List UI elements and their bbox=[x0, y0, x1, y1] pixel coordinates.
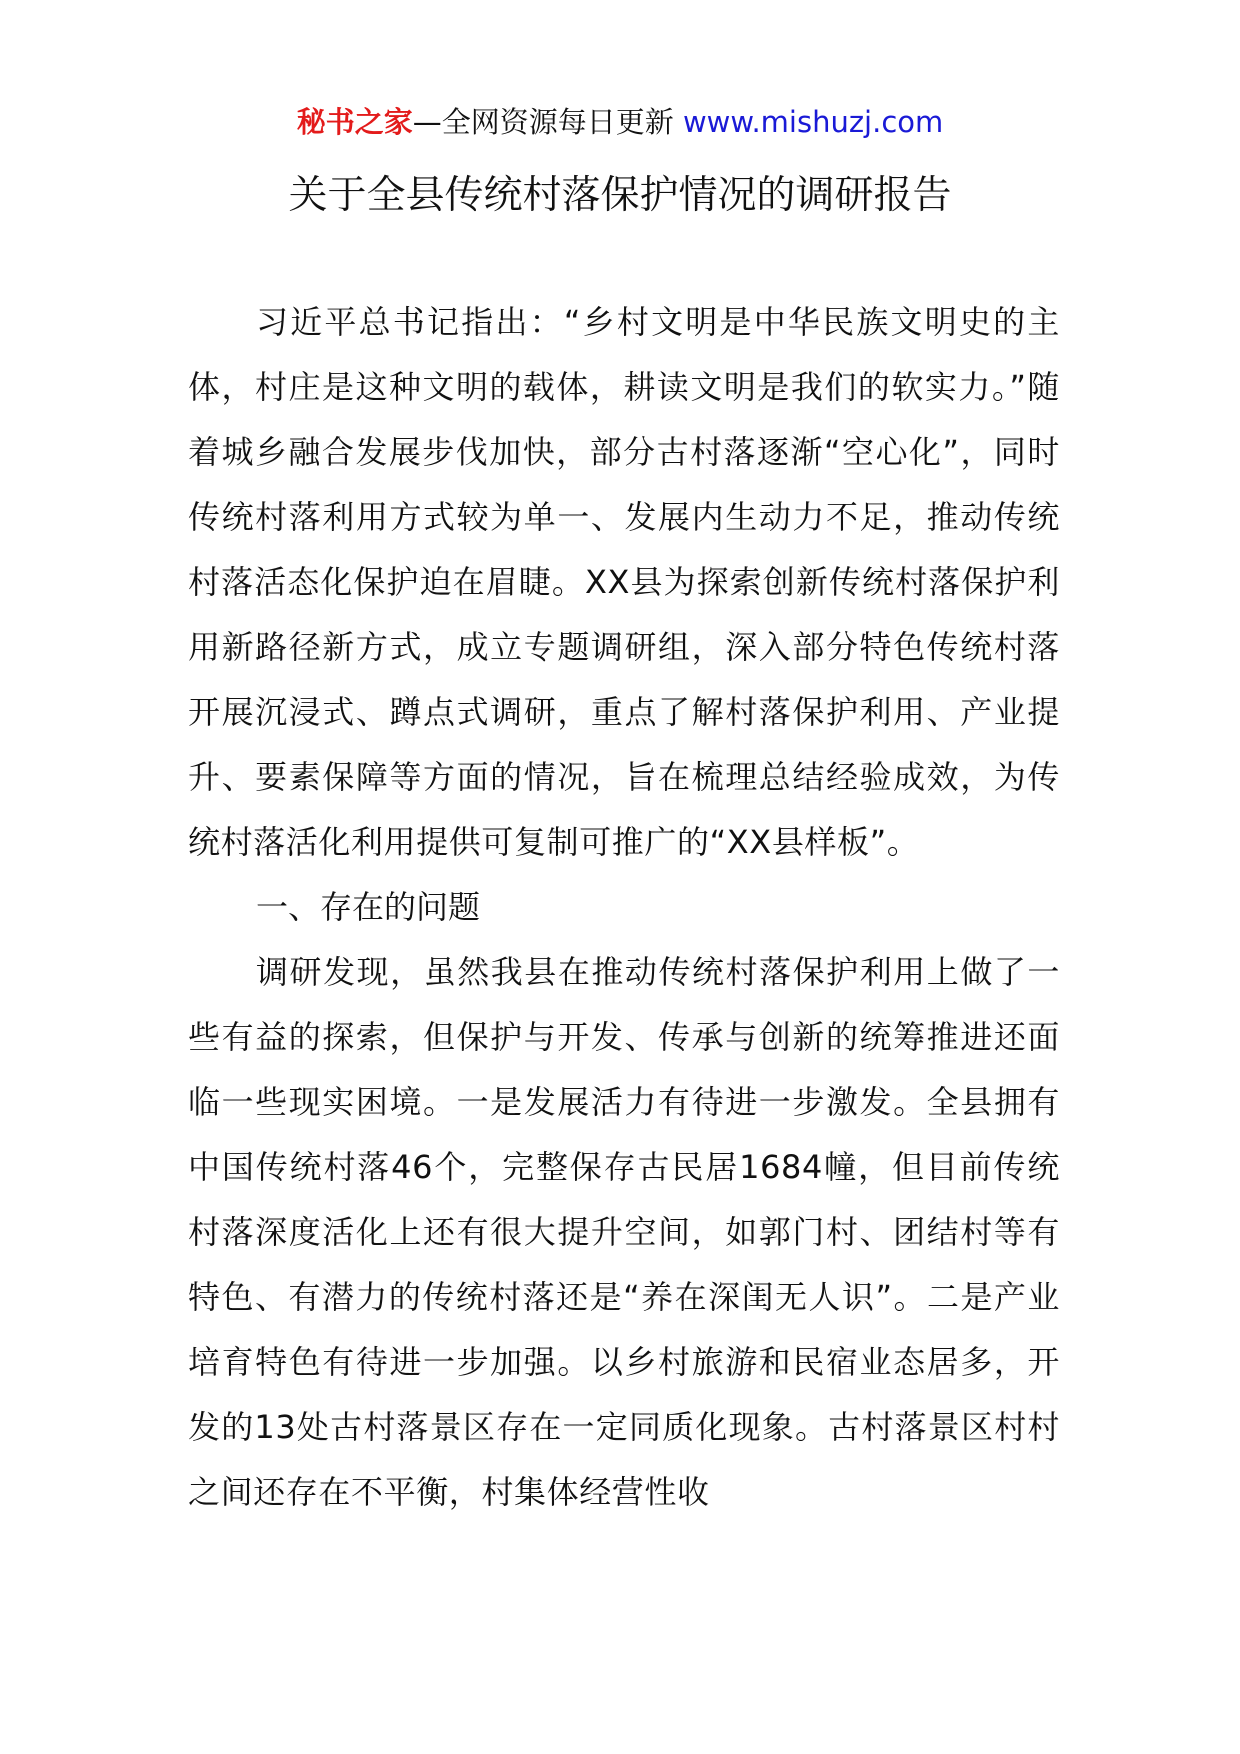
paragraph-intro: 习近平总书记指出：“乡村文明是中华民族文明史的主体，村庄是这种文明的载体，耕读文明是我们的软实力。”随着城乡融合发展步伐加快，部分古村落逐渐“空心化”，同时传统村落利用方式较为单一、发展内生动力不足，推动传统村落活态化保护迫在眉睫。XX县为探索创新传统村落保护利用新路径新方式，成立专题调研组，深入部分特色传统村落开展沉浸式、蹲点式调研，重点了解村落保护利用、产业提升、要素保障等方面的情况，旨在梳理总结经验成效，为传统村落活化利用提供可复制可推广的“XX县样板”。 bbox=[188, 303, 1060, 861]
brand-name[interactable]: 秘书之家 bbox=[296, 105, 413, 139]
site-url-link[interactable]: www.mishuzj.com bbox=[682, 105, 944, 139]
document-title: 关于全县传统村落保护情况的调研报告 bbox=[288, 173, 952, 218]
site-header bbox=[0, 100, 1240, 144]
section-heading-problems: 一、存在的问题 bbox=[256, 888, 481, 926]
paragraph-problems: 调研发现，虽然我县在推动传统村落保护利用上做了一些有益的探索，但保护与开发、传承与创新的统筹推进还面临一些现实困境。一是发展活力有待进一步激发。全县拥有中国传统村落46个，完整保存古民居1684幢，但目前传统村落深度活化上还有很大提升空间，如郭门村、团结村等有特色、有潜力的传统村落还是“养在深闺无人识”。二是产业培育特色有待进一步加强。以乡村旅游和民宿业态居多，开发的13处古村落景区存在一定同质化现象。古村落景区村村之间还存在不平衡，村集体经营性收 bbox=[188, 953, 1060, 1511]
document-body bbox=[188, 290, 1060, 1525]
site-slogan: —全网资源每日更新 bbox=[412, 105, 674, 139]
